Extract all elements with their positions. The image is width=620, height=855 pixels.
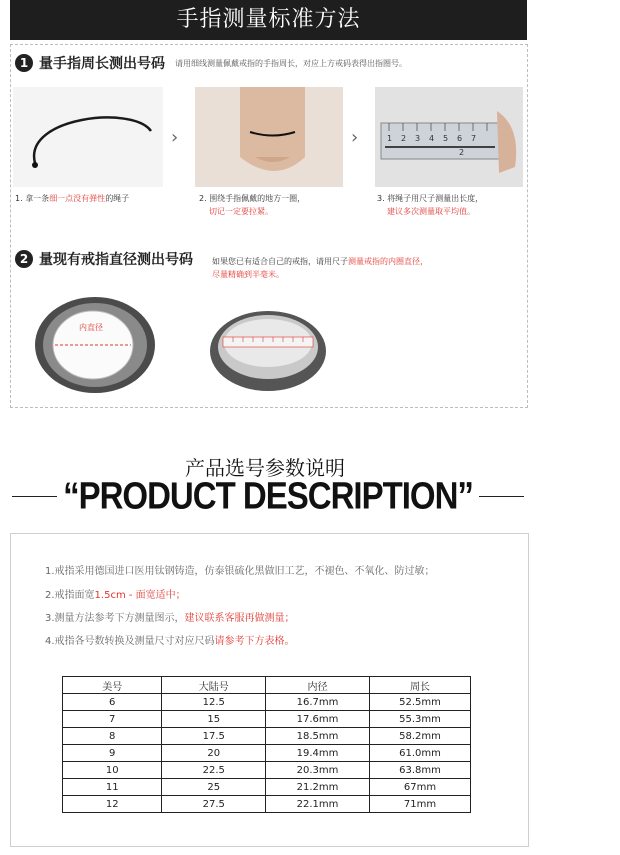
cell-cn: 17.5 <box>162 728 266 745</box>
table-row <box>63 779 471 796</box>
cell-us: 7 <box>63 711 162 728</box>
ruler-number: 6 <box>457 134 463 143</box>
caption-2-number: 2. <box>199 194 207 203</box>
cell-us: 9 <box>63 745 162 762</box>
caption-3-highlight: 建议多次测量取平均值。 <box>387 207 475 216</box>
ring-inner-diameter-illustration <box>27 289 167 397</box>
ring-photo-1 <box>27 289 167 397</box>
step2-title: 量现有戒指直径测出号码 <box>39 252 193 268</box>
product-heading-en-text: “PRODUCT DESCRIPTION” <box>63 474 473 517</box>
measurement-section <box>10 44 528 408</box>
cell-cn: 22.5 <box>162 762 266 779</box>
chevron-right-icon: › <box>171 127 179 148</box>
caption-3 <box>377 192 483 218</box>
finger-photo <box>195 87 343 187</box>
step2-note <box>212 255 428 281</box>
header-us-size: 美号 <box>63 677 162 694</box>
caption-2 <box>199 192 305 218</box>
ruler-number: 7 <box>471 134 477 143</box>
caption-2-highlight: 切记一定要拉紧。 <box>209 207 273 216</box>
string-illustration <box>13 87 163 187</box>
cell-circumference: 58.2mm <box>369 728 470 745</box>
cell-us: 12 <box>63 796 162 813</box>
table-row <box>63 728 471 745</box>
header-cn-size: 大陆号 <box>162 677 266 694</box>
caption-1-highlight: 细一点没有弹性 <box>49 194 106 203</box>
desc-2-text: 2.戒指面宽 <box>45 590 95 601</box>
cell-cn: 15 <box>162 711 266 728</box>
caption-3-number: 3. <box>377 194 385 203</box>
desc-3-text: 3.测量方法参考下方测量图示， <box>45 613 185 624</box>
cell-cn: 27.5 <box>162 796 266 813</box>
ruler-number-small: 2 <box>459 148 465 157</box>
table-header-row <box>63 677 471 694</box>
desc-line-4 <box>45 632 295 647</box>
divider-left <box>12 496 57 497</box>
desc-3-tail: ； <box>284 613 295 624</box>
cell-cn: 25 <box>162 779 266 796</box>
step1-note: 请用细线测量佩戴戒指的手指周长，对应上方戒码表得出指圈号。 <box>175 58 407 68</box>
cell-cn: 20 <box>162 745 266 762</box>
step2-note-highlight-2: 尽量精确到半毫米。 <box>212 270 284 279</box>
cell-diameter: 16.7mm <box>266 694 370 711</box>
cell-diameter: 20.3mm <box>266 762 370 779</box>
cell-cn: 12.5 <box>162 694 266 711</box>
ruler-number: 1 <box>387 134 393 143</box>
ring-label: 内直径 <box>79 323 103 332</box>
ruler-number: 2 <box>401 134 407 143</box>
desc-4-highlight: 请参考下方表格 <box>214 636 285 647</box>
desc-1-text: 1.戒指采用德国进口医用钛钢铸造，仿泰银硫化黑做旧工艺，不褪色、不氧化、防过敏； <box>45 566 435 577</box>
cell-circumference: 71mm <box>369 796 470 813</box>
desc-line-1 <box>45 562 435 577</box>
ruler-number: 3 <box>415 134 421 143</box>
caption-1 <box>15 192 129 205</box>
desc-2-tail: ； <box>175 590 186 601</box>
cell-circumference: 67mm <box>369 779 470 796</box>
caption-1-number: 1. <box>15 194 23 203</box>
step2-heading <box>15 249 193 269</box>
cell-diameter: 18.5mm <box>266 728 370 745</box>
table-row <box>63 762 471 779</box>
desc-line-3 <box>45 609 295 624</box>
caption-1-tail: 的绳子 <box>105 194 130 203</box>
string-photo <box>13 87 163 187</box>
cell-us: 10 <box>63 762 162 779</box>
step2-note-text: 如果您已有适合自己的戒指，请用尺子 <box>212 257 348 266</box>
caption-1-text: 拿一条 <box>25 194 50 203</box>
table-row <box>63 796 471 813</box>
size-table <box>62 676 471 813</box>
ruler-photo <box>375 87 523 187</box>
cell-diameter: 21.2mm <box>266 779 370 796</box>
table-row <box>63 694 471 711</box>
ruler-number: 5 <box>443 134 449 143</box>
cell-us: 6 <box>63 694 162 711</box>
page-title: 手指测量标准方法 <box>176 7 361 32</box>
divider-right <box>479 496 524 497</box>
ruler-number: 4 <box>429 134 435 143</box>
step2-note-highlight: 测量戒指的内圈直径， <box>348 257 428 266</box>
page-banner <box>10 0 527 40</box>
cell-us: 8 <box>63 728 162 745</box>
ring-photo-2 <box>203 289 333 397</box>
desc-4-text: 4.戒指各号数转换及测量尺寸对应尺码 <box>45 636 215 647</box>
desc-2-highlight: 1.5cm - 面宽适中 <box>94 590 176 601</box>
finger-string-illustration <box>195 87 343 187</box>
cell-diameter: 19.4mm <box>266 745 370 762</box>
header-inner-diameter: 内径 <box>266 677 370 694</box>
step1-number-badge: 1 <box>15 54 33 72</box>
cell-diameter: 22.1mm <box>266 796 370 813</box>
step1-heading <box>15 53 407 73</box>
cell-us: 11 <box>63 779 162 796</box>
cell-circumference: 61.0mm <box>369 745 470 762</box>
ring-ruler-illustration <box>203 289 333 397</box>
step1-title: 量手指周长测出号码 <box>39 56 165 72</box>
ruler-illustration <box>375 87 523 187</box>
step2-number-badge: 2 <box>15 250 33 268</box>
caption-2-text: 围绕手指佩戴的地方一圈， <box>209 194 306 203</box>
product-heading-cn: 产品选号参数说明 <box>185 456 345 480</box>
caption-3-text: 将绳子用尺子测量出长度， <box>387 194 484 203</box>
chevron-right-icon: › <box>351 127 359 148</box>
desc-line-2 <box>45 586 186 601</box>
cell-circumference: 55.3mm <box>369 711 470 728</box>
desc-4-tail: 。 <box>284 636 295 647</box>
header-circumference: 周长 <box>369 677 470 694</box>
product-heading-en <box>12 474 524 517</box>
cell-diameter: 17.6mm <box>266 711 370 728</box>
cell-circumference: 63.8mm <box>369 762 470 779</box>
desc-3-highlight: 建议联系客服再做测量 <box>184 613 285 624</box>
table-row <box>63 711 471 728</box>
cell-circumference: 52.5mm <box>369 694 470 711</box>
table-row <box>63 745 471 762</box>
